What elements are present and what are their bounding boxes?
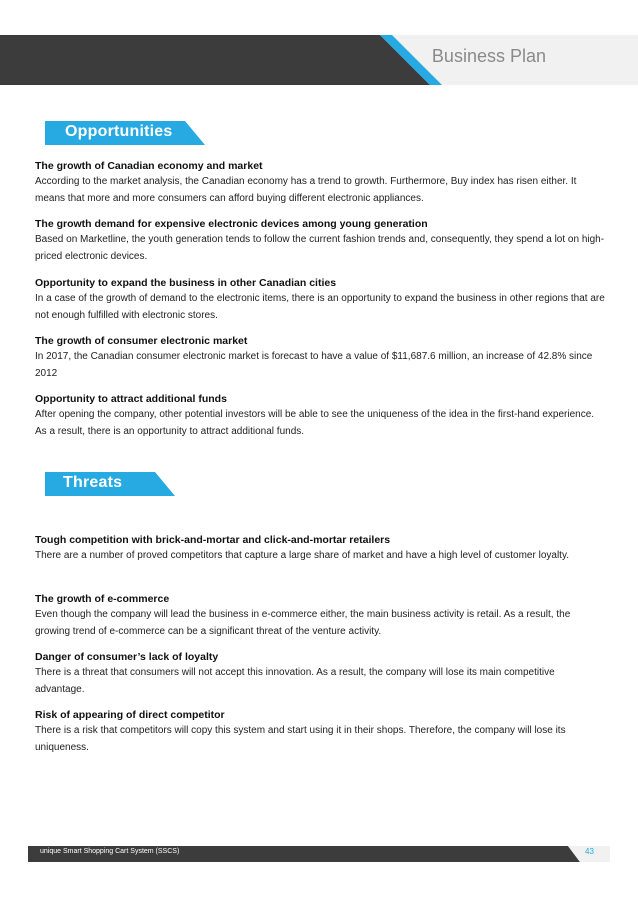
list-item (35, 276, 605, 334)
item-text: According to the market analysis, the Canadian economy has a trend to growth. Furthermore, Buy index has risen either. It means that more and more consumers can afford buying different electronic appliances. (35, 176, 577, 204)
page-number: 43 (585, 847, 594, 856)
item-title: The growth of consumer electronic market (35, 335, 248, 347)
list-item (35, 533, 605, 592)
item-title: Opportunity to attract additional funds (35, 393, 227, 405)
item-title: Opportunity to expand the business in other Canadian cities (35, 277, 337, 289)
item-title: Tough competition with brick-and-mortar and click-and-mortar retailers (35, 534, 391, 546)
item-text: Based on Marketline, the youth generation tends to follow the current fashion trends and, consequently, they spend a lot on high-priced electronic devices. (35, 234, 605, 262)
list-item (35, 650, 605, 708)
item-title: The growth of e-commerce (35, 593, 170, 605)
list-item (35, 334, 605, 392)
opportunities-tag (45, 121, 205, 145)
item-text: In a case of the growth of demand to the electronic items, there is an opportunity to expand the business in other regions that are not enough fulfilled with electronic stores. (35, 293, 605, 321)
list-item (35, 708, 605, 756)
item-text: In 2017, the Canadian consumer electronic market is forecast to have a value of $11,687.6 million, an increase of 42.8% since 2012 (35, 351, 593, 379)
item-text: There are a number of proved competitors that capture a large share of market and have a high level of customer loyalty. (35, 550, 569, 561)
item-title: The growth of Canadian economy and market (35, 160, 263, 172)
list-item (35, 592, 605, 650)
item-title: Risk of appearing of direct competitor (35, 709, 225, 721)
opportunities-heading: Opportunities (65, 123, 173, 140)
threats-heading: Threats (63, 474, 123, 491)
threats-tag (45, 472, 175, 496)
item-text: There is a threat that consumers will not accept this innovation. As a result, the company will lose its main competitive advantage. (35, 667, 555, 695)
list-item (35, 159, 605, 217)
opportunities-list (35, 159, 605, 440)
threats-list (35, 533, 605, 756)
item-text: There is a risk that competitors will copy this system and start using it in their shops. Therefore, the company will lose its uniqueness. (35, 725, 566, 753)
document-header-title: Business Plan (431, 46, 546, 66)
list-item (35, 392, 605, 440)
footer-document-name: unique Smart Shopping Cart System (SSCS) (40, 848, 180, 855)
item-text: After opening the company, other potential investors will be able to see the uniqueness of the idea in the first-hand experience. As a result, there is an opportunity to attract additional funds. (35, 409, 595, 437)
item-text: Even though the company will lead the business in e-commerce either, the main business activity is retail. As a result, the growing trend of e-commerce can be a significant threat of the venture activity. (35, 609, 571, 637)
list-item (35, 217, 605, 276)
item-title: The growth demand for expensive electronic devices among young generation (35, 218, 428, 230)
item-title: Danger of consumer’s lack of loyalty (35, 651, 219, 663)
